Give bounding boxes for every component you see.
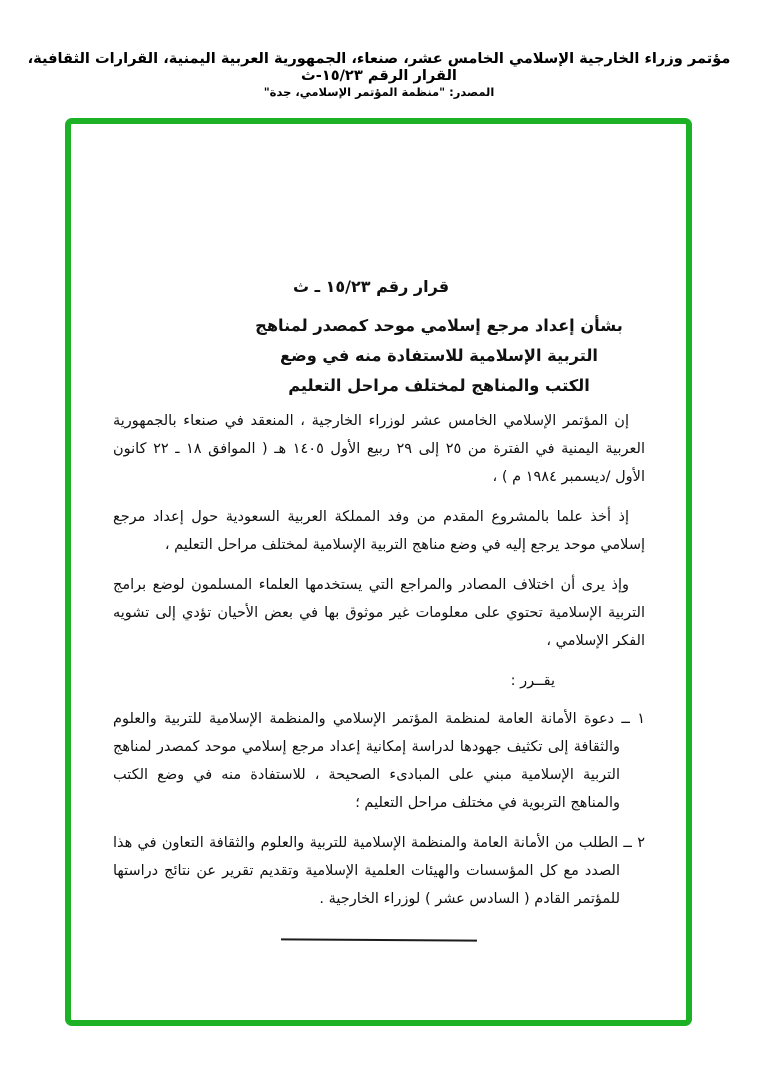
source-line: المصدر: "منظمة المؤتمر الإسلامي، جدة" (263, 85, 495, 99)
scanned-document (71, 124, 686, 1020)
subject-line-1: بشأن إعداد مرجع إسلامي موحد كمصدر لمناهج (255, 316, 623, 335)
header-citation: مؤتمر وزراء الخارجية الإسلامي الخامس عشر، صنعاء، الجمهورية العربية اليمنية، القرارات الثقافية، القرار الرقم ١٥/٢٣-ث (27, 50, 731, 84)
decision-item-1: ١ ــ دعوة الأمانة العامة لمنظمة المؤتمر الإسلامي والمنظمة الإسلامية للتربية والعلوم والثقافة إلى تكثيف جهودها لدراسة إمكانية إعداد مرجع إسلامي موحد كمصدر لمناهج التربية الإسلامية مبني على المبادىء الصحيحة ، للاستفادة منه في وضع الكتب والمناهج التربوية في مختلف مراحل التعليم ؛ (113, 711, 645, 811)
preamble-paragraph-3: وإذ يرى أن اختلاف المصادر والمراجع التي يستخدمها العلماء المسلمون لوضع برامج التربية الإسلامية تحتوي على معلومات غير موثوق بها في بعض الأحيان تؤدي إلى تشويه الفكر الإسلامي ، (113, 577, 645, 649)
subject-line-3: الكتب والمناهج لمختلف مراحل التعليم (288, 376, 590, 395)
preamble-paragraph-1: إن المؤتمر الإسلامي الخامس عشر لوزراء الخارجية ، المنعقد في صنعاء بالجمهورية العربية اليمنية في الفترة من ٢٥ إلى ٢٩ ربيع الأول ١٤٠٥ هـ ( الموافق ١٨ ـ ٢٢ كانون الأول /ديسمبر ١٩٨٤ م ) ، (113, 413, 645, 485)
subject-line-2: التربية الإسلامية للاستفادة منه في وضع (280, 346, 598, 365)
decides-label: يقــرر : (510, 673, 555, 689)
decision-number-title: قرار رقم ١٥/٢٣ ـ ث (292, 277, 450, 296)
decision-subject (173, 311, 705, 401)
divider-line (281, 938, 477, 941)
document-frame (65, 118, 692, 1026)
decision-item-2: ٢ ــ الطلب من الأمانة العامة والمنظمة الإسلامية للتربية والعلوم والثقافة التعاون في هذا الصدد مع كل المؤسسات والهيئات العلمية الإسلامية وتقديم تقرير عن نتائج دراستها للمؤتمر القادم ( السادس عشر ) لوزراء الخارجية . (113, 835, 645, 907)
preamble-paragraph-2: إذ أخذ علما بالمشروع المقدم من وفد المملكة العربية السعودية حول إعداد مرجع إسلامي موحد يرجع إليه في وضع مناهج التربية الإسلامية لمختلف مراحل التعليم ، (113, 509, 645, 553)
